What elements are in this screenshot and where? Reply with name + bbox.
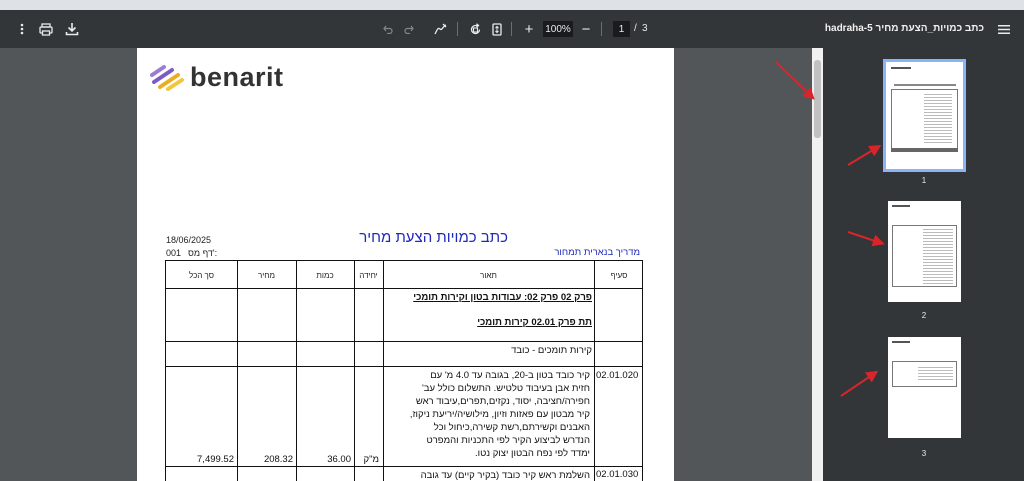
item-description-line: השלמת ראש קיר כובד (בקיר קיים) עד גובה — [420, 470, 590, 481]
page-separator: / — [634, 23, 637, 34]
col-header-description: תאור — [480, 271, 497, 280]
thumbnail-label-3: 3 — [921, 449, 927, 458]
item-description-line: הנדרש לביצוע הקיר לפי התכניות והמפרט — [426, 435, 590, 446]
col-header-total: סך הכל — [188, 271, 214, 280]
item-description-line: האבנים וקשירתם,רשת קשירה,כיחול וכל — [433, 422, 590, 433]
item-description-line: חפירה/חציבה, יסוד, נקזים,תפרים,עיבוד ראש — [415, 396, 590, 407]
item-code: 02.01.020 — [596, 370, 639, 381]
item-description-line: ימדד לפי נפח הבטון יצוק נטו. — [475, 448, 590, 459]
document-title: hadraha-5 כתב כמויות_הצעת מחיר — [824, 23, 984, 34]
chapter-heading: פרק 02 פרק 02: עבודות בטון וקירות תומכי — [413, 292, 592, 303]
arrow-to-thumbnail-2 — [848, 232, 881, 243]
group-heading: קירות תומכים - כובד — [511, 345, 592, 356]
item-price: 208.32 — [263, 454, 293, 465]
item-description-line: קיר מבטון עם פאזות וזיון, מילושיה/יריעת ניקוז, — [409, 409, 590, 420]
page-number-input[interactable]: 1 — [613, 21, 630, 37]
page-total: 3 — [642, 23, 648, 34]
subchapter-heading: תת פרק 02.01 קירות תומכי — [477, 317, 592, 328]
logo-text: benarit — [190, 62, 284, 92]
arrow-to-thumbnail-3 — [841, 373, 875, 396]
item-total: 7,499.52 — [197, 454, 234, 465]
document-heading: כתב כמויות הצעת מחיר — [359, 229, 508, 246]
thumbnail-label-2: 2 — [921, 311, 927, 320]
item-quantity: 36.00 — [327, 454, 351, 465]
item-code: 02.01.030 — [596, 469, 639, 480]
col-header-section: סעיף — [610, 271, 628, 280]
document-date: 18/06/2025 — [166, 235, 212, 245]
item-description-line: חזית אבן בעיבוד טלטיש. התשלום כולל עב' — [421, 383, 590, 394]
zoom-in-button[interactable]: + — [524, 20, 534, 38]
document-subtitle: מדריך בנארית תמחור — [554, 247, 640, 258]
item-unit: מ"ק — [363, 454, 379, 465]
col-header-unit: יחידה — [359, 271, 378, 280]
zoom-input[interactable]: 100% — [543, 21, 573, 37]
item-description-line: קיר כובד בטון ב-20, בגובה עד 4.0 מ' עם — [430, 370, 590, 381]
arrow-to-scrollbar — [776, 62, 812, 97]
thumbnail-label-1: 1 — [921, 176, 927, 185]
page-number-label: דף מס': — [188, 248, 218, 258]
document-page-number: 001 — [166, 248, 182, 258]
col-header-quantity: כמות — [316, 271, 334, 280]
arrow-to-thumbnail-1 — [848, 147, 878, 165]
zoom-out-button[interactable]: − — [581, 20, 591, 38]
col-header-price: מחיר — [257, 271, 276, 280]
